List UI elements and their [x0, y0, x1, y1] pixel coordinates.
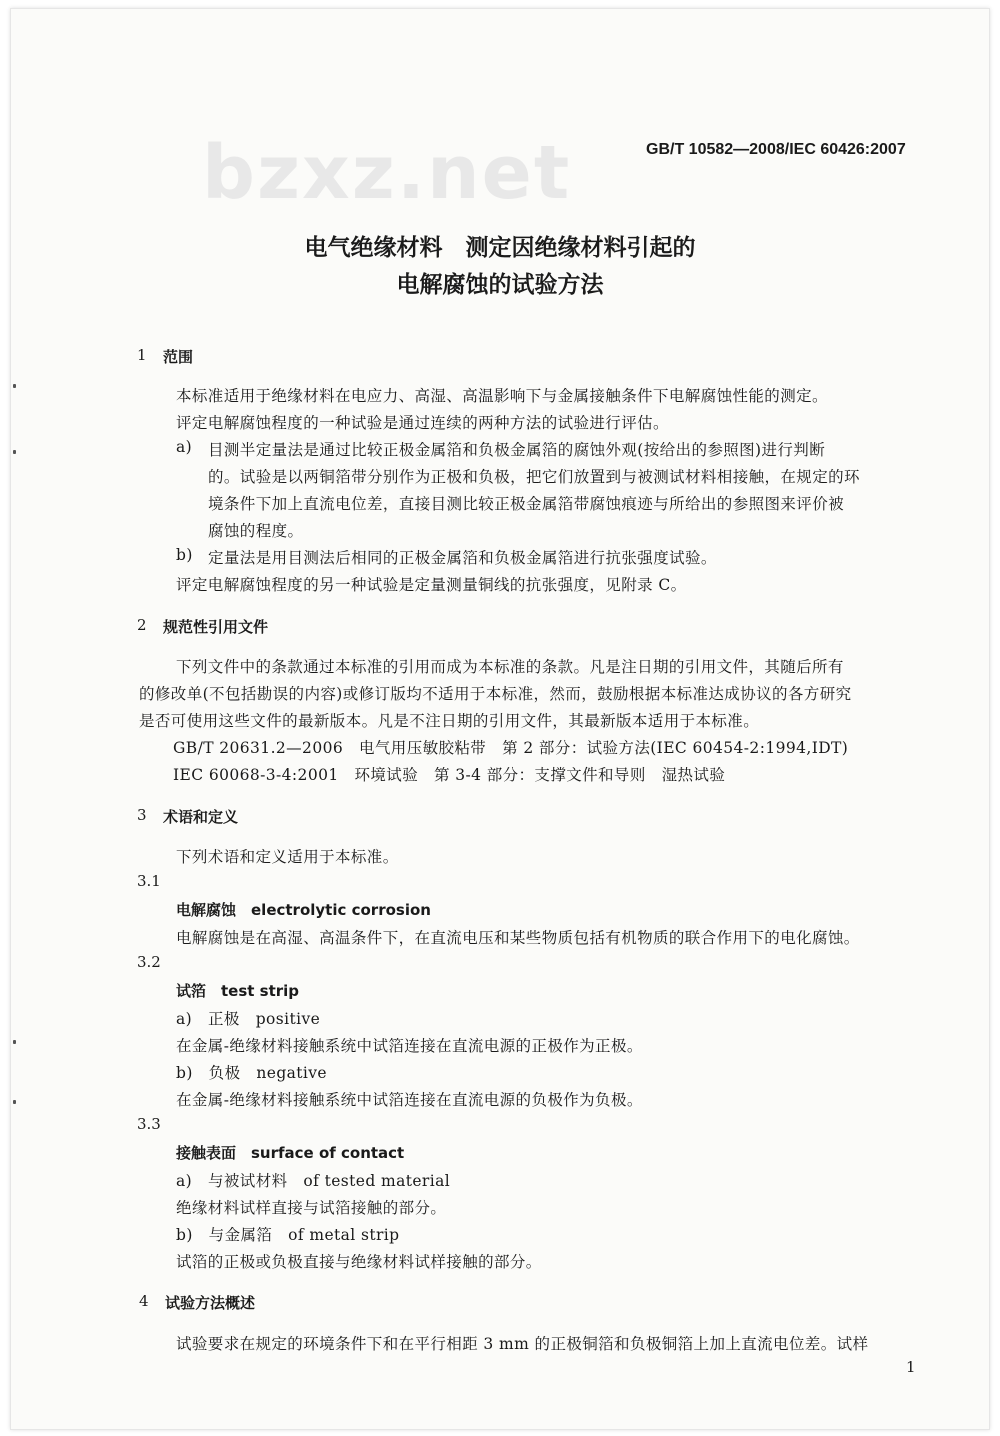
term-3-1-definition: 电解腐蚀是在高湿、高温条件下，在直流电压和某些物质包括有机物质的联合作用下的电化腐蚀。	[176, 929, 860, 947]
term-3-2-title: 试箔 test strip	[176, 982, 300, 1000]
term-3-3-item-a: a) 与被试材料 of tested material	[176, 1172, 451, 1190]
term-3-3-item-a-definition: 绝缘材料试样直接与试箔接触的部分。	[176, 1199, 447, 1217]
reference-2: IEC 60068-3-4:2001 环境试验 第 3-4 部分：支撑文件和导则 湿热试验	[173, 766, 726, 784]
list-item-a-line1: 目测半定量法是通过比较正极金属箔和负极金属箔的腐蚀外观(按给出的参照图)进行判断	[208, 441, 826, 459]
section-2-number: 2	[137, 616, 147, 634]
standard-number: GB/T 10582—2008/IEC 60426:2007	[646, 141, 906, 158]
term-3-3-title: 接触表面 surface of contact	[176, 1144, 405, 1162]
term-3-2-item-b: b) 负极 negative	[176, 1064, 328, 1082]
term-3-2-number: 3.2	[137, 953, 161, 971]
scan-speck	[13, 1100, 16, 1104]
term-3-3-number: 3.3	[137, 1115, 161, 1133]
section-2-line1: 下列文件中的条款通过本标准的引用而成为本标准的条款。凡是注日期的引用文件，其随后所有	[176, 658, 844, 676]
list-item-a-line3: 境条件下加上直流电位差，直接目测比较正极金属箔带腐蚀痕迹与所给出的参照图来评价被	[208, 495, 845, 513]
term-3-3-item-b: b) 与金属箔 of metal strip	[176, 1226, 400, 1244]
section-1-paragraph-3: 评定电解腐蚀程度的另一种试验是定量测量铜线的抗张强度，见附录 C。	[176, 576, 687, 594]
term-3-1-title: 电解腐蚀 electrolytic corrosion	[176, 901, 431, 919]
watermark: bzxz.net	[202, 130, 572, 216]
section-1-number: 1	[137, 346, 147, 364]
list-label-b: b)	[176, 546, 193, 564]
term-3-1-number: 3.1	[137, 872, 161, 890]
section-4-heading: 试验方法概述	[165, 1294, 256, 1312]
section-4-line1: 试验要求在规定的环境条件下和在平行相距 3 mm 的正极铜箔和负极铜箔上加上直流电位差。试样	[176, 1335, 869, 1353]
section-1-paragraph-1: 本标准适用于绝缘材料在电应力、高湿、高温影响下与金属接触条件下电解腐蚀性能的测定。	[176, 387, 828, 405]
list-item-a-line2: 的。试验是以两铜箔带分别作为正极和负极，把它们放置到与被测试材料相接触，在规定的环	[208, 468, 860, 486]
reference-1: GB/T 20631.2—2006 电气用压敏胶粘带 第 2 部分：试验方法(IEC 60454-2:1994,IDT)	[173, 739, 849, 757]
section-3-number: 3	[137, 806, 147, 824]
section-3-heading: 术语和定义	[163, 808, 239, 826]
section-2-line3: 是否可使用这些文件的最新版本。凡是不注日期的引用文件，其最新版本适用于本标准。	[139, 712, 760, 730]
term-3-2-item-b-definition: 在金属-绝缘材料接触系统中试箔连接在直流电源的负极作为负极。	[176, 1091, 643, 1109]
section-1-heading: 范围	[163, 348, 194, 366]
section-4-number: 4	[139, 1292, 149, 1310]
scan-speck	[13, 450, 16, 454]
section-1-paragraph-2: 评定电解腐蚀程度的一种试验是通过连续的两种方法的试验进行评估。	[176, 414, 669, 432]
document-title-line2: 电解腐蚀的试验方法	[396, 272, 604, 298]
section-2-heading: 规范性引用文件	[163, 618, 269, 636]
term-3-2-item-a-definition: 在金属-绝缘材料接触系统中试箔连接在直流电源的正极作为正极。	[176, 1037, 643, 1055]
section-2-line2: 的修改单(不包括勘误的内容)或修订版均不适用于本标准，然而，鼓励根据本标准达成协议的各方研究	[139, 685, 852, 703]
scan-speck	[13, 1040, 16, 1044]
scan-speck	[13, 384, 16, 388]
list-item-b: 定量法是用目测法后相同的正极金属箔和负极金属箔进行抗张强度试验。	[208, 549, 717, 567]
section-3-intro: 下列术语和定义适用于本标准。	[176, 848, 399, 866]
document-title-line1: 电气绝缘材料 测定因绝缘材料引起的	[304, 235, 696, 261]
list-label-a: a)	[176, 438, 193, 456]
term-3-2-item-a: a) 正极 positive	[176, 1010, 321, 1028]
term-3-3-item-b-definition: 试箔的正极或负极直接与绝缘材料试样接触的部分。	[176, 1253, 542, 1271]
list-item-a-line4: 腐蚀的程度。	[208, 522, 304, 540]
page-number: 1	[906, 1358, 916, 1376]
